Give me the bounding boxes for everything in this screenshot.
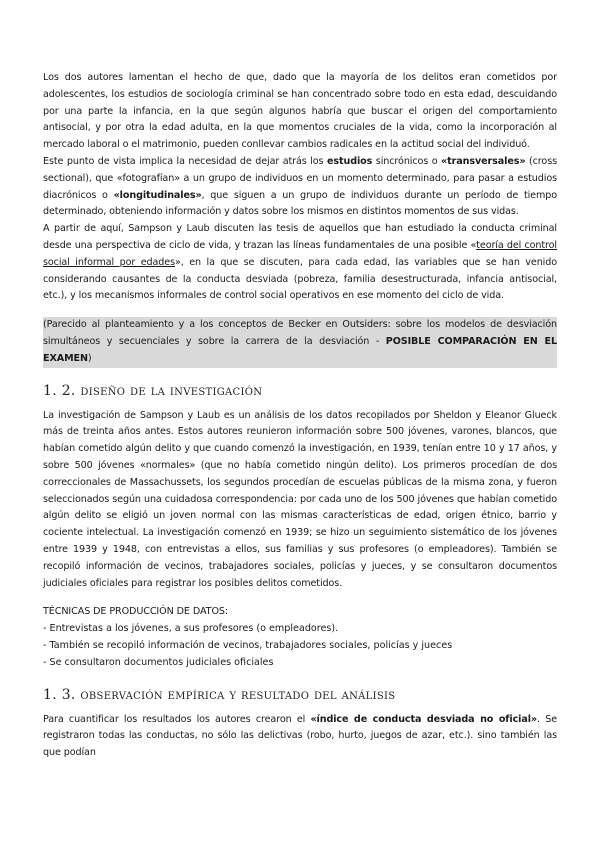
- page-content: [43, 70, 557, 762]
- p2-text-e: (cross sectional), que «fotografían» a un grupo de individuos en un momento determinado, para pasar a estudios diacrónicos o: [43, 155, 557, 201]
- highlighted-note: [43, 317, 557, 367]
- s13-bold-index: «índice de conducta desviada no oficial»: [310, 713, 538, 725]
- p3-underlined-theory: teoría del control social informal por edades: [43, 239, 557, 268]
- section-1-3-paragraph: [43, 712, 557, 762]
- intro-paragraph-2: [43, 154, 557, 221]
- intro-paragraph-1: Los dos autores lamentan el hecho de que, dado que la mayoría de los delitos eran cometidos por adolescentes, los estudios de sociología criminal se han concentrado sobre todo en esta edad, descuidando por una parte la infancia, en la que según algunos habría que buscar el origen del comportamiento antisocial, y por otra la edad adulta, en la que momentos cruciales de la vida, como la incorporación al mercado laboral o el matrimonio, pueden conllevar cambios radicales en la actitud social del individuó.: [43, 72, 557, 151]
- p3-text-a: A partir de aquí, Sampson y Laub discuten las tesis de aquellos que han estudiado la conducta criminal desde una perspectiva de ciclo de vida, y trazan las líneas fundamentales de una posible «: [43, 223, 557, 251]
- p2-bold-longitudinales: «longitudinales»: [113, 189, 202, 201]
- note-text-c: ): [87, 352, 92, 364]
- list-item: - También se recopiló información de vecinos, trabajadores sociales, policías y jueces: [43, 639, 453, 651]
- section-1-2-heading: 1. 2. diseño de la investigación: [43, 382, 263, 399]
- p3-text-c: », en la que se discuten, para cada edad, las variables que se han venido considerando causantes de la conducta desviada (pobreza, familia desestructurada, infancia antisocial, etc.), y los mecanismos informales de control social operativos en ese momento del ciclo de vida.: [43, 256, 557, 302]
- techniques-list: [43, 621, 557, 671]
- s13-text-a: Para cuantificar los resultados los autores crearon el: [43, 713, 311, 725]
- section-1-2-paragraph: La investigación de Sampson y Laub es un análisis de los datos recopilados por Sheldon y Eleanor Glueck más de treinta años antes. Estos autores reunieron información sobre 500 jóvenes, varones, blancos, que habían cometido algún delito y que cuando comenzó la investigación, en 1939, tenían entre 10 y 17 años, y sobre 500 jóvenes «normales» (que no había cometido ningún delito). Los primeros procedían de dos correccionales de Massachussets, los segundos procedían de escuelas públicas de la misma zona, y fueron seleccionados según una cuidadosa correspondencia: por cada uno de los 500 jóvenes que habían cometido algún delito se eligió un joven normal con las mismas características de edad, origen étnico, barrio y cociente intelectual. La investigación comenzó en 1939; se hizo un seguimiento sistemático de los jóvenes entre 1939 y 1948, con entrevistas a ellos, sus familias y sus profesores (o empleadores). También se recopiló información de vecinos, trabajadores sociales, policías y jueces, y se consultaron documentos judiciales oficiales para registrar los posibles delitos cometidos.: [43, 409, 557, 589]
- note-text-a: (Parecido al planteamiento y a los conceptos de Becker en Outsiders: sobre los modelos de desviación simultáneos y secuenciales y sobre la carrera de la desviación -: [43, 319, 557, 347]
- list-item: - Entrevistas a los jóvenes, a sus profesores (o empleadores).: [43, 623, 339, 635]
- p2-bold-estudios: estudios: [326, 155, 373, 167]
- list-item: - Se consultaron documentos judiciales oficiales: [43, 656, 274, 668]
- techniques-title: TÉCNICAS DE PRODUCCIÓN DE DATOS:: [43, 606, 229, 618]
- note-bold-exam: POSIBLE COMPARACIÓN EN EL EXAMEN: [43, 335, 557, 364]
- s13-text-c: . Se registraron todas las conductas, no sólo las delictivas (robo, hurto, juegos de azar, etc.). sino también las que podían: [43, 713, 557, 759]
- p2-text-c: sincrónicos o: [372, 155, 442, 167]
- intro-paragraph-3: [43, 221, 557, 305]
- section-1-3-heading: 1. 3. observación empírica y resultado del análisis: [43, 686, 396, 703]
- p2-text-g: , que siguen a un grupo de individuos durante un período de tiempo determinado, obteniendo información y datos sobre los mismos en distintos momentos de sus vidas.: [43, 189, 557, 218]
- p2-bold-transversales: «transversales»: [441, 155, 526, 167]
- p2-text-a: Este punto de vista implica la necesidad de dejar atrás los: [43, 155, 327, 167]
